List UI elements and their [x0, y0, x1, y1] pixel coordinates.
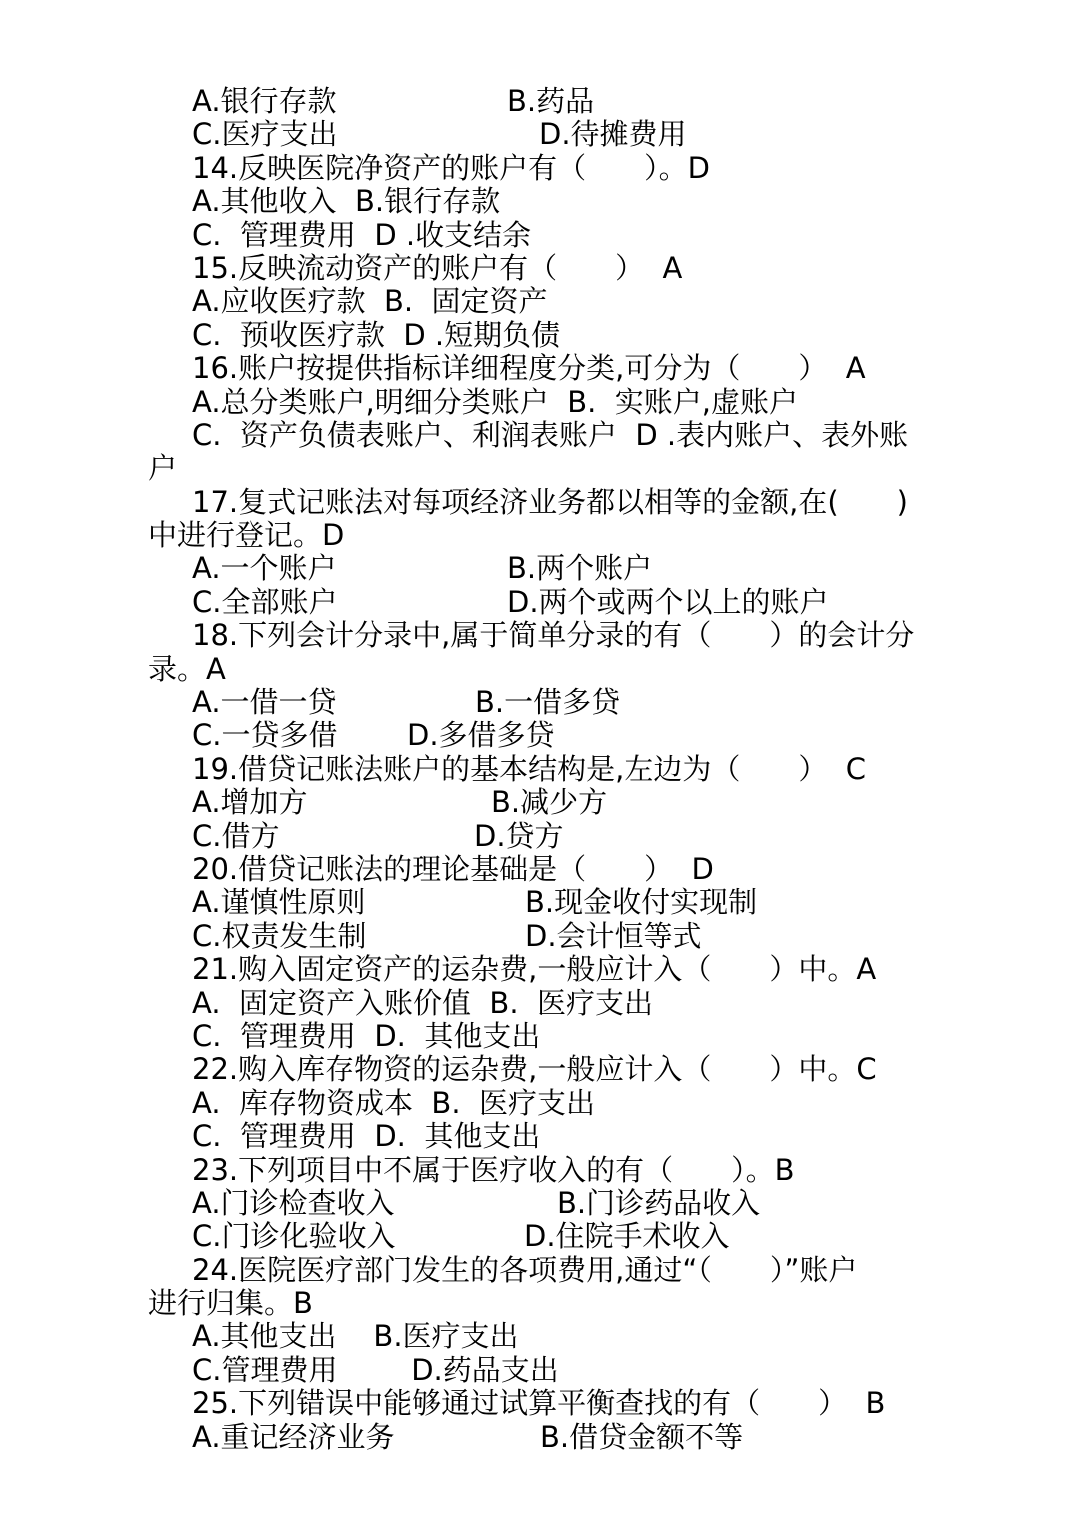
option-c: C.一贷多借 [192, 718, 338, 753]
option-line: C. 管理费用 D. 其他支出 [192, 1119, 541, 1154]
option-line [148, 719, 998, 752]
option-d: D.两个或两个以上的账户 [507, 584, 829, 619]
option-a: A.一个账户 [192, 551, 337, 586]
option-line [148, 1187, 998, 1220]
option-c: C.权责发生制 [192, 918, 367, 953]
option-line [148, 686, 998, 719]
option-a: A.增加方 [192, 785, 308, 820]
option-b: B.现金收付实现制 [525, 885, 758, 920]
option-line: A. 库存物资成本 B. 医疗支出 [192, 1085, 595, 1120]
question-16: 16.账户按提供指标详细程度分类,可分为（ ） A [192, 351, 866, 386]
question-17: 17.复式记账法对每项经济业务都以相等的金额,在( ) [192, 484, 908, 519]
question-20: 20.借贷记账法的理论基础是（ ） D [192, 851, 714, 886]
question-25: 25.下列错误中能够通过试算平衡查找的有（ ） B [192, 1386, 886, 1421]
option-line: A.应收医疗款 B. 固定资产 [192, 284, 548, 319]
option-b: B.减少方 [491, 785, 608, 820]
option-line [148, 1220, 998, 1253]
option-c: C.医疗支出 [192, 117, 338, 152]
option-a: A.谨慎性原则 [192, 885, 366, 920]
option-line: C. 预收医疗款 D .短期负债 [192, 317, 561, 352]
option-line [148, 586, 998, 619]
option-line: A.其他收入 B.银行存款 [192, 184, 501, 219]
option-b: B.两个账户 [507, 551, 653, 586]
option-c: C.门诊化验收入 [192, 1219, 396, 1254]
question-18-continuation: 录。A [148, 651, 226, 686]
option-line: C. 管理费用 D .收支结余 [192, 217, 532, 252]
option-a: A.重记经济业务 [192, 1419, 395, 1454]
option-c: C.借方 [192, 818, 280, 853]
option-line: A.其他支出 B.医疗支出 [192, 1319, 519, 1354]
option-line: C. 管理费用 D. 其他支出 [192, 1018, 541, 1053]
option-b: B.药品 [507, 84, 595, 118]
option-a: A.银行存款 [192, 84, 337, 118]
option-line [148, 85, 998, 118]
option-line [148, 118, 998, 151]
option-a: A.一借一贷 [192, 685, 337, 720]
option-d: D.待摊费用 [539, 117, 687, 152]
option-b: B.一借多贷 [475, 685, 621, 720]
option-line: C. 资产负债表账户、利润表账户 D .表内账户、表外账 [192, 417, 909, 452]
option-line: A.总分类账户,明细分类账户 B. 实账户,虚账户 [192, 384, 798, 419]
option-b: B.借贷金额不等 [540, 1419, 744, 1454]
question-24: 24.医院医疗部门发生的各项费用,通过“（ ）”账户 [192, 1252, 858, 1287]
option-d: D.多借多贷 [407, 718, 555, 753]
question-15: 15.反映流动资产的账户有（ ） A [192, 250, 683, 285]
question-22: 22.购入库存物资的运杂费,一般应计入（ ）中。C [192, 1052, 877, 1087]
question-text-block [148, 85, 998, 1454]
option-line: A. 固定资产入账价值 B. 医疗支出 [192, 985, 653, 1020]
option-d: D.贷方 [474, 818, 564, 853]
option-line [148, 552, 998, 585]
question-24-continuation: 进行归集。B [148, 1286, 313, 1321]
option-d: D.住院手术收入 [524, 1219, 730, 1254]
question-23: 23.下列项目中不属于医疗收入的有（ ）。B [192, 1152, 795, 1187]
question-19: 19.借贷记账法账户的基本结构是,左边为（ ） C [192, 751, 867, 786]
option-d: D.会计恒等式 [525, 918, 702, 953]
option-line [148, 1421, 998, 1454]
question-14: 14.反映医院净资产的账户有（ ）。D [192, 150, 710, 185]
option-b: B.门诊药品收入 [557, 1185, 761, 1220]
option-line [148, 820, 998, 853]
option-c: C.全部账户 [192, 584, 338, 619]
option-line: C.管理费用 D.药品支出 [192, 1352, 559, 1387]
option-line [148, 886, 998, 919]
option-line [148, 786, 998, 819]
question-21: 21.购入固定资产的运杂费,一般应计入（ ）中。A [192, 952, 877, 987]
option-a: A.门诊检查收入 [192, 1185, 395, 1220]
question-18: 18.下列会计分录中,属于简单分录的有（ ）的会计分 [192, 618, 915, 653]
option-line-continuation: 户 [148, 451, 178, 486]
question-17-continuation: 中进行登记。D [148, 518, 345, 553]
option-line [148, 920, 998, 953]
